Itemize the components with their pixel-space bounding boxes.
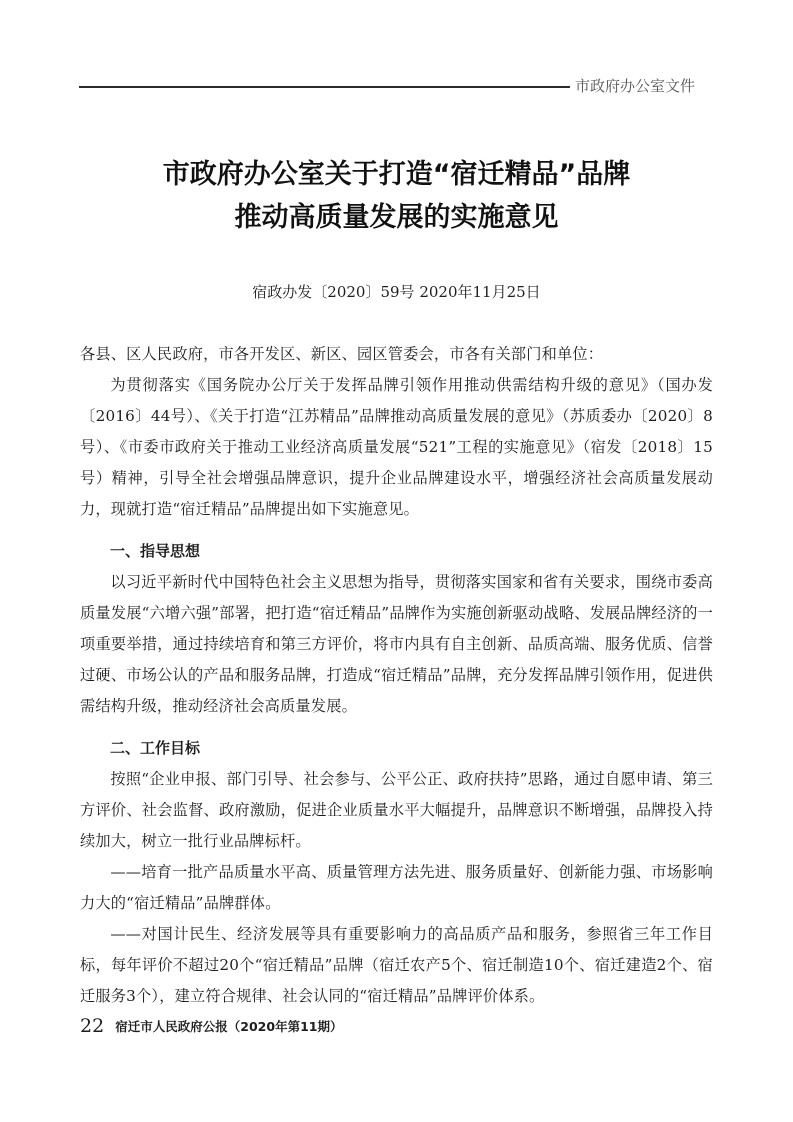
document-number-and-date: 宿政办发〔2020〕59号 2020年11月25日	[252, 283, 541, 301]
section-heading-work-goals: 二、工作目标	[110, 739, 201, 757]
page-number: 22	[80, 1015, 105, 1037]
addressee-line: 各县、区人民政府，市各开发区、新区、园区管委会，市各有关部门和单位：	[80, 345, 604, 363]
page-footer	[80, 1015, 342, 1037]
section-heading-guiding-ideology: 一、指导思想	[110, 542, 201, 560]
document-title-line-1: 市政府办公室关于打造“宿迁精品”品牌	[162, 159, 631, 190]
document-title-line-2: 推动高质量发展的实施意见	[234, 202, 559, 233]
goals-paragraph: 按照“企业申报、部门引导、社会参与、公平公正、政府扶持”思路，通过自愿申请、第三方评价、社会监督、政府激励，促进企业质量水平大幅提升，品牌意识不断增强，品牌投入持续加大，树立一批行业品牌标杆。	[80, 770, 713, 850]
goals-dash-item: ——对国计民生、经济发展等具有重要影响力的高品质产品和服务，参照省三年工作目标，每年评价不超过20个“宿迁精品”品牌（宿迁农产5个、宿迁制造10个、宿迁建造2个、宿迁服务3个），建立符合规律、社会认同的“宿迁精品”品牌评价体系。	[80, 925, 713, 1005]
goals-dash-item: ——培育一批产品质量水平高、质量管理方法先进、服务质量好、创新能力强、市场影响力大的“宿迁精品”品牌群体。	[80, 863, 713, 912]
section-paragraph-guiding-ideology: 以习近平新时代中国特色社会主义思想为指导，贯彻落实国家和省有关要求，围绕市委高质量发展“六增六强”部署，把打造“宿迁精品”品牌作为实施创新驱动战略、发展品牌经济的一项重要举措，通过持续培育和第三方评价，将市内具有自主创新、品质高端、服务优质、信誉过硬、市场公认的产品和服务品牌，打造成“宿迁精品”品牌，充分发挥品牌引领作用，促进供需结构升级，推动经济社会高质量发展。	[80, 573, 713, 715]
section-body-work-goals	[80, 764, 713, 1012]
header-rule	[79, 86, 570, 88]
journal-title: 宿迁市人民政府公报（2020年第11期）	[115, 1019, 343, 1034]
running-header: 市政府办公室文件	[575, 77, 696, 95]
intro-paragraph: 为贯彻落实《国务院办公厅关于发挥品牌引领作用推动供需结构升级的意见》（国办发〔2016〕44号）、《关于打造“江苏精品”品牌推动高质量发展的意见》（苏质委办〔2020〕8号）、《市委市政府关于推动工业经济高质量发展“521”工程的实施意见》（宿发〔2018〕15号）精神，引导全社会增强品牌意识，提升企业品牌建设水平，增强经济社会高质量发展动力，现就打造“宿迁精品”品牌提出如下实施意见。	[80, 376, 713, 518]
